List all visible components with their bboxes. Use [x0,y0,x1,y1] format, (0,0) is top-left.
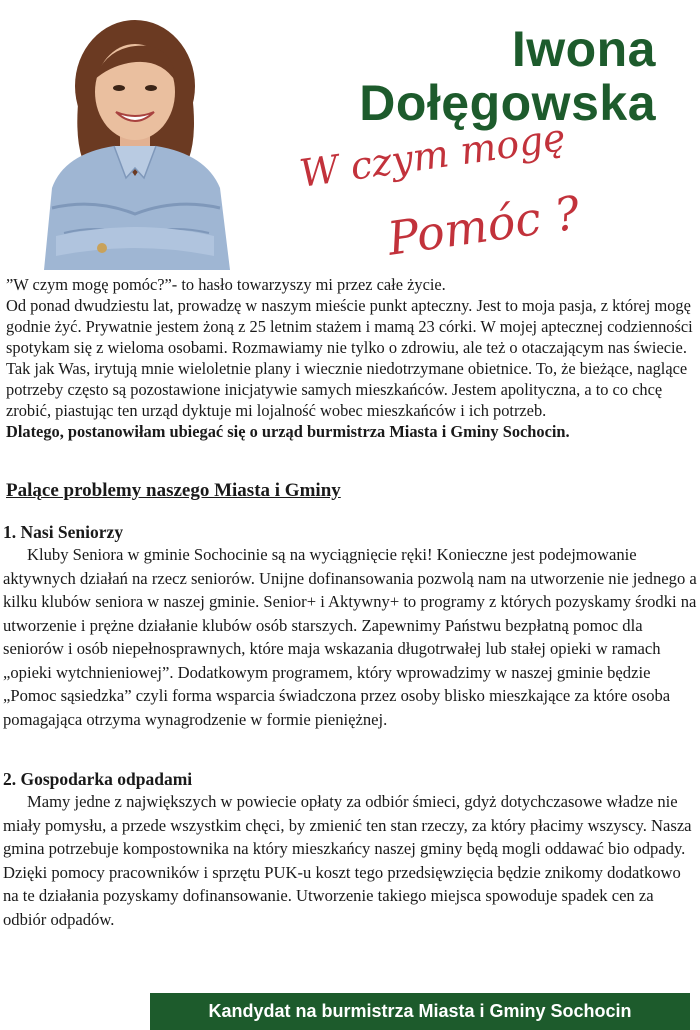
section-text-waste: Mamy jedne z największych w powiecie opłaty za odbiór śmieci, gdyż dotychczasowe władze nie miały pomysłu, a przede wszystkim chęci, by zmienić ten stan rzeczy, za który płacimy wszyscy. Nasza gmina potrzebuje kompostownika na który mieszkańcy naszej gminy będą mogli oddawać bio odpady. Dzięki pomocy pracowników i sprzętu PUK-u koszt tego przedsięwzięcia będzie znikomy dodatkowo na te działania pozyskamy dofinansowanie. Utworzenie takiego miejsca spowoduje spadek cen za odbiór odpadów. [3,792,692,929]
slogan-line-1: W czym mogę [296,114,569,196]
footer-banner: Kandydat na burmistrza Miasta i Gminy Sochocin [150,993,690,1030]
candidate-photo [24,8,246,270]
section-text-seniors: Kluby Seniora w gminie Sochocinie są na wyciągnięcie ręki! Konieczne jest podejmowanie aktywnych działań na rzecz seniorów. Unijne dofinansowania pozwolą nam na utworzenie nie jednego a kilku klubów seniora w naszej gminie. Senior+ i Aktywny+ to programy z których pozyskamy środki na utworzenie i prężne działanie klubów osób starszych. Zapewnimy Państwu bezpłatną pomoc dla seniorów i osób niepełnosprawnych, które maja wskazania długotrwałej lub stałej opieki w ramach „opieki wytchnieniowej”. Dodatkowym programem, który wprowadzimy w naszej gminie będzie „Pomoc sąsiedzka” czyli forma wsparcia świadczona przez osoby blisko mieszkające za które osoba pomagająca otrzyma wynagrodzenie w formie pieniężnej. [3,545,697,729]
slogan-line-2: Pomóc ? [384,185,584,266]
intro-line-1: ”W czym mogę pomóc?”- to hasło towarzyszy mi przez całe życie. [6,275,446,294]
section-seniors [3,521,697,731]
section-waste [3,768,697,931]
intro-line-2: Od ponad dwudziestu lat, prowadzę w naszym mieście punkt apteczny. Jest to moja pasja, z której mogę godnie żyć. Prywatnie jestem żoną z 25 letnim stażem i mamą 23 córki. W mojej aptecznej codzienności spotykam się z wieloma osobami. Rozmawiamy nie tylko o zdrowiu, ale też o otaczającym nas świecie. Tak jak Was, irytują mnie wieloletnie plany i wiecznie niedotrzymane obietnice. To, że bieżące, naglące potrzeby często są pozostawione inicjatywie samych mieszkańców. Jestem apolityczna, a to co chcę zrobić, piastując ten urząd dyktuje mi lojalność wobec mieszkańców i ich potrzeb. [6,296,693,420]
section-heading-seniors: 1. Nasi Seniorzy [3,522,124,542]
section-heading-waste: 2. Gospodarka odpadami [3,769,193,789]
intro-text [6,274,698,442]
first-name: Iwona [511,21,656,77]
section-title: Palące problemy naszego Miasta i Gminy [6,480,341,501]
last-name: Dołęgowska [359,75,656,131]
intro-bold-line: Dlatego, postanowiłam ubiegać się o urząd burmistrza Miasta i Gminy Sochocin. [6,422,570,441]
